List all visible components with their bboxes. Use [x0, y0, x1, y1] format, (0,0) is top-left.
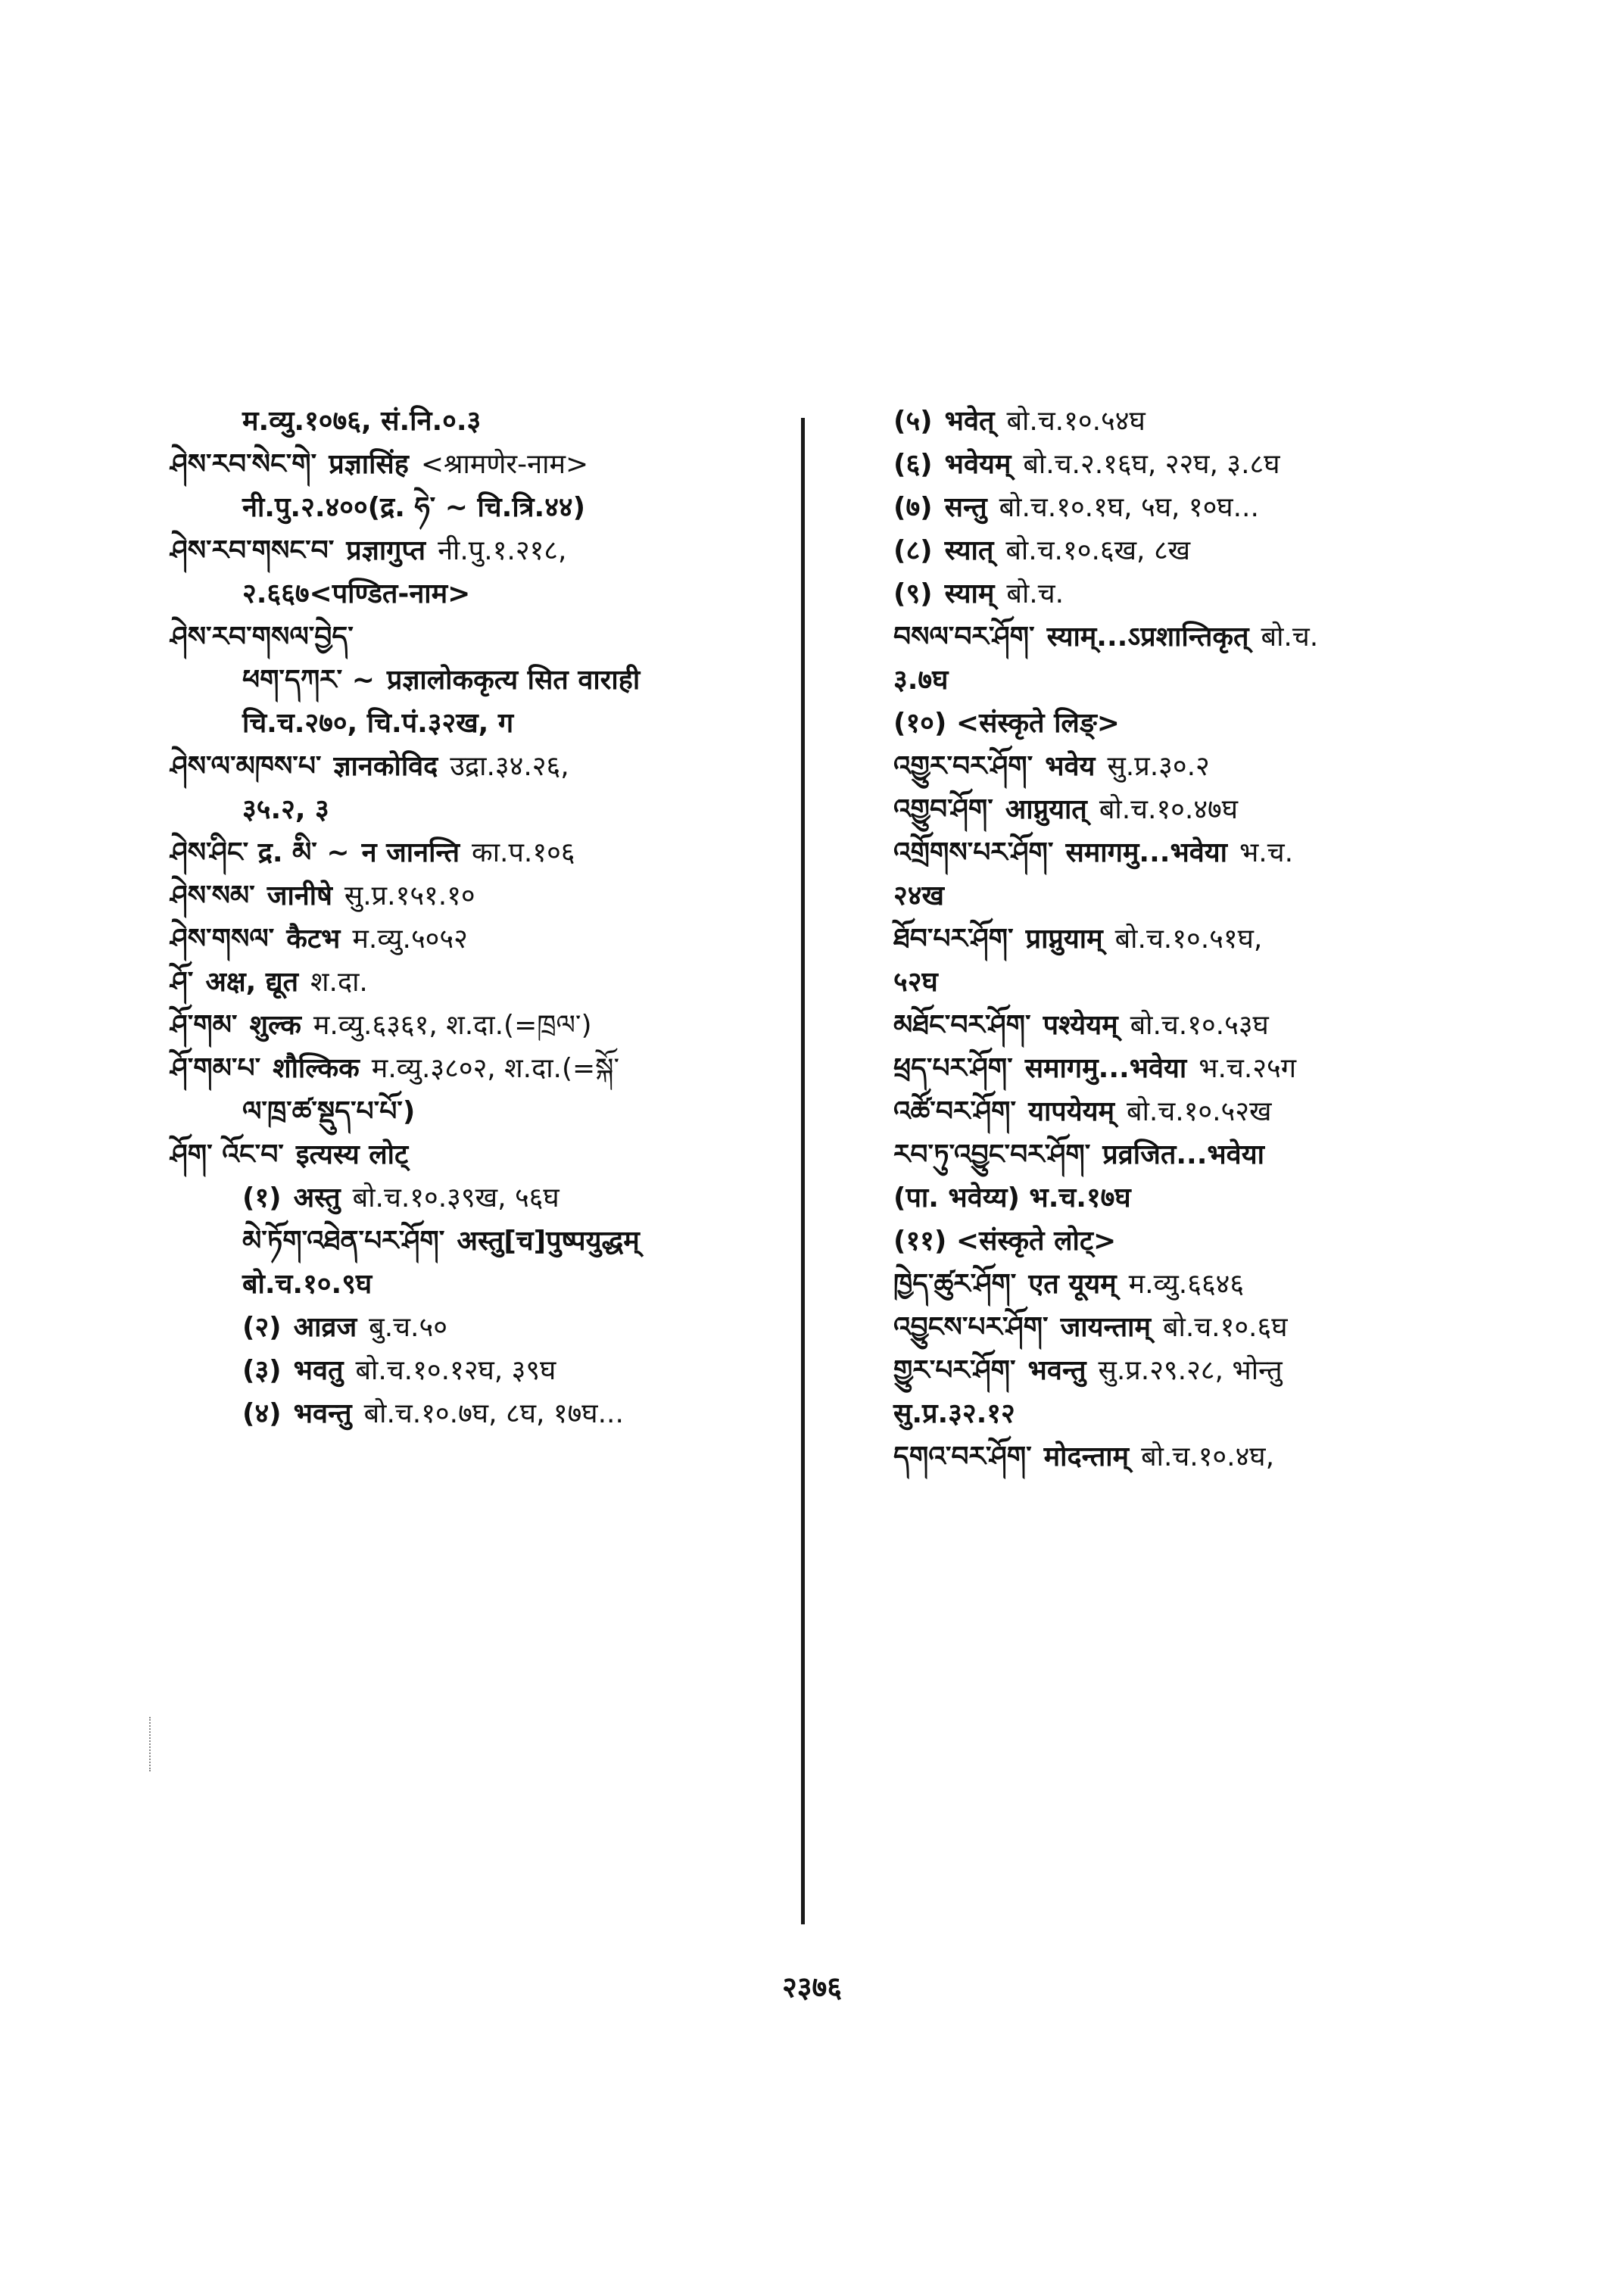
dictionary-line: [893, 745, 1514, 788]
source-reference: बो.च.: [1261, 622, 1319, 653]
entry-text: (९): [893, 578, 933, 609]
sanskrit-equivalent: पश्येयम्: [1043, 1010, 1118, 1041]
entry-text: (पा. भवेय्य) भ.च.१७घ: [893, 1182, 1131, 1213]
dictionary-line: [893, 1220, 1514, 1263]
entry-text: (८): [893, 535, 933, 566]
dictionary-line: [893, 615, 1514, 659]
entry-text: (४): [242, 1398, 282, 1429]
dictionary-line: [893, 1263, 1514, 1306]
sanskrit-equivalent: समागमु...भवेया: [1024, 1053, 1187, 1084]
entry-text: ३५.२, ३: [242, 794, 329, 825]
dictionary-line: [170, 1133, 791, 1176]
dictionary-line: [170, 615, 791, 659]
entry-text: ५२घ: [893, 967, 938, 998]
source-reference: बो.च.१०.६ख, ८ख: [1005, 535, 1191, 566]
sanskrit-equivalent: प्रज्ञालोककृत्य सित वाराही: [386, 665, 641, 696]
entry-text: ཤོ་: [170, 967, 194, 998]
source-reference: सु.प्र.३०.२: [1107, 751, 1210, 782]
source-reference: <श्रामणेर-नाम>: [420, 449, 589, 480]
entry-text: དགའ་བར་ཤོག་: [893, 1441, 1032, 1472]
dictionary-line: [893, 961, 1514, 1004]
entry-text: (३): [242, 1355, 282, 1386]
source-reference: बो.च.: [1006, 578, 1064, 609]
entry-text: ཤེས་རབ་གསང་བ་: [170, 535, 335, 566]
source-reference: सु.प्र.१५१.१०: [344, 880, 475, 911]
entry-text: म.व्यु.१०७६, सं.नि.०.३: [242, 406, 482, 437]
entry-text: ཕག་དཀར་ ~: [242, 665, 375, 696]
source-reference: बो.च.१०.६घ: [1162, 1312, 1288, 1343]
entry-text: ཤེས་རབ་གསལ་བྱེད་: [170, 622, 354, 653]
dictionary-line: [893, 874, 1514, 918]
dictionary-line: [893, 1392, 1514, 1435]
entry-text: (२): [242, 1312, 282, 1343]
dictionary-line: [893, 529, 1514, 572]
page-number: २३७६: [781, 1971, 843, 2004]
sanskrit-equivalent: शुल्क: [249, 1010, 301, 1041]
entry-text: མཐོང་བར་ཤོག་: [893, 1010, 1031, 1041]
entry-text: འབྱུངས་པར་ཤོག་: [893, 1312, 1049, 1343]
source-reference: बो.च.१०.५२ख: [1127, 1096, 1272, 1127]
dictionary-line: [170, 831, 791, 874]
entry-text: འགྲོགས་པར་ཤོག་: [893, 837, 1054, 868]
source-reference: नी.पु.१.२१८,: [438, 535, 567, 566]
sanskrit-equivalent: अस्तु: [293, 1182, 341, 1213]
dictionary-line: [170, 572, 791, 615]
dictionary-line: [893, 572, 1514, 615]
sanskrit-equivalent: जानीषे: [267, 880, 332, 911]
dictionary-line: [170, 1176, 791, 1220]
dictionary-line: [893, 1435, 1514, 1478]
dictionary-line: [170, 1263, 791, 1306]
entry-text: २४ख: [893, 880, 944, 911]
entry-text: ཤེས་རབ་སེང་གེ་: [170, 449, 317, 480]
dictionary-line: [893, 1306, 1514, 1349]
entry-text: ལ་ཁྲ་ཚ་སྡུད་པ་པོ་): [242, 1096, 416, 1127]
sanskrit-equivalent: कैटभ: [286, 924, 341, 955]
entry-text: ३.७घ: [893, 665, 949, 696]
margin-mark: [149, 1717, 152, 1771]
sanskrit-equivalent: अक्ष, द्यूत: [205, 967, 299, 998]
dictionary-line: [893, 400, 1514, 443]
sanskrit-equivalent: जायन्ताम्: [1060, 1312, 1151, 1343]
source-reference: बो.च.१०.५१घ,: [1114, 924, 1263, 955]
entry-text: चि.च.२७०, चि.पं.३२ख, ग: [242, 708, 514, 739]
entry-text: འགྱུར་བར་ཤོག་: [893, 751, 1033, 782]
source-reference: श.दा.: [310, 967, 368, 998]
source-reference: म.व्यु.३८०२, श.दा.(=སྐོ་: [371, 1053, 620, 1084]
source-reference: बो.च.१०.५४घ: [1006, 406, 1146, 437]
sanskrit-equivalent: समागमु...भवेया: [1065, 837, 1227, 868]
entry-text: ཤོ་གམ་པ་: [170, 1053, 261, 1084]
entry-text: नी.पु.२.४००(द्र. ཧེ་ ~ चि.त्रि.४४): [242, 492, 586, 523]
sanskrit-equivalent: भवेय: [1045, 751, 1096, 782]
dictionary-line: [893, 1090, 1514, 1133]
dictionary-line: [170, 918, 791, 961]
source-reference: का.प.१०६: [472, 837, 575, 868]
dictionary-line: [170, 702, 791, 745]
source-reference: बो.च.१०.१२घ, ३९घ: [355, 1355, 556, 1386]
source-reference: बो.च.१०.१घ, ५घ, १०घ...: [999, 492, 1259, 523]
source-reference: उद्रा.३४.२६,: [450, 751, 569, 782]
source-reference: भ.च.: [1239, 837, 1294, 868]
dictionary-line: [893, 1133, 1514, 1176]
entry-text: ཤེས་ལ་མཁས་པ་: [170, 751, 322, 782]
sanskrit-equivalent: प्राप्नुयाम्: [1025, 924, 1103, 955]
source-reference: बो.च.२.१६घ, २२घ, ३.८घ: [1023, 449, 1280, 480]
sanskrit-equivalent: मोदन्ताम्: [1043, 1441, 1130, 1472]
source-reference: बो.च.१०.३९ख, ५६घ: [352, 1182, 560, 1213]
entry-text: གྱུར་པར་ཤོག་: [893, 1355, 1016, 1386]
entry-text: बो.च.१०.९घ: [242, 1269, 372, 1300]
dictionary-line: [893, 1176, 1514, 1220]
left-column: [170, 400, 791, 1435]
sanskrit-equivalent: इत्यस्य लोट्: [295, 1139, 409, 1170]
dictionary-line: [170, 1047, 791, 1090]
entry-text: ཤོག་ འོང་བ་: [170, 1139, 284, 1170]
entry-text: (१०) <संस्कृते लिङ्>: [893, 708, 1120, 739]
sanskrit-equivalent: एत यूयम्: [1028, 1269, 1117, 1300]
dictionary-line: [893, 443, 1514, 486]
source-reference: बो.च.१०.५३घ: [1130, 1010, 1269, 1041]
entry-text: (७): [893, 492, 933, 523]
entry-text: (६): [893, 449, 933, 480]
dictionary-line: [170, 659, 791, 702]
dictionary-line: [170, 874, 791, 918]
entry-text: རབ་ཏུ་འབྱུང་བར་ཤོག་: [893, 1139, 1091, 1170]
source-reference: बो.च.१०.४७घ: [1099, 794, 1239, 825]
entry-text: འཚོ་བར་ཤོག་: [893, 1096, 1017, 1127]
sanskrit-equivalent: आप्नुयात्: [1005, 794, 1087, 825]
dictionary-line: [170, 1392, 791, 1435]
entry-text: २.६६७<पण्डित-नाम>: [242, 578, 471, 609]
sanskrit-equivalent: ज्ञानकोविद: [333, 751, 438, 782]
dictionary-line: [170, 1306, 791, 1349]
source-reference: बो.च.१०.४घ,: [1141, 1441, 1275, 1472]
sanskrit-equivalent: स्याम्...ऽप्रशान्तिकृत्: [1046, 622, 1249, 653]
entry-text: ཤེས་གསལ་: [170, 924, 275, 955]
dictionary-line: [893, 486, 1514, 529]
entry-text: མེ་ཏོག་འཐེན་པར་ཤོག་: [242, 1226, 445, 1257]
dictionary-line: [893, 1047, 1514, 1090]
entry-text: ཕྲད་པར་ཤོག་: [893, 1053, 1013, 1084]
entry-text: (१): [242, 1182, 282, 1213]
dictionary-line: [170, 529, 791, 572]
entry-text: ཁྱེད་ཚུར་ཤོག་: [893, 1269, 1017, 1300]
dictionary-line: [893, 659, 1514, 702]
dictionary-line: [170, 486, 791, 529]
entry-text: བསལ་བར་ཤོག་: [893, 622, 1035, 653]
sanskrit-equivalent: प्रज्ञासिंह: [329, 449, 409, 480]
sanskrit-equivalent: अस्तु[च]पुष्पयुद्धम्: [457, 1226, 640, 1257]
source-reference: म.व्यु.६३६१, श.दा.(=ཁྲལ་): [313, 1010, 592, 1041]
dictionary-line: [893, 918, 1514, 961]
sanskrit-equivalent: प्रव्रजित...भवेया: [1102, 1139, 1264, 1170]
dictionary-line: [170, 1220, 791, 1263]
dictionary-line: [170, 1004, 791, 1047]
column-divider: [801, 418, 805, 1924]
dictionary-line: [893, 1349, 1514, 1392]
sanskrit-equivalent: यापयेयम्: [1028, 1096, 1115, 1127]
source-reference: भ.च.२५ग: [1199, 1053, 1296, 1084]
dictionary-line: [170, 788, 791, 831]
sanskrit-equivalent: शौल्किक: [273, 1053, 360, 1084]
entry-text: ཤོ་གམ་: [170, 1010, 238, 1041]
dictionary-line: [893, 788, 1514, 831]
dictionary-line: [170, 1349, 791, 1392]
entry-text: (५): [893, 406, 933, 437]
sanskrit-equivalent: आव्रज: [293, 1312, 357, 1343]
dictionary-line: [170, 961, 791, 1004]
sanskrit-equivalent: भवेयम्: [944, 449, 1011, 480]
entry-text: सु.प्र.३२.१२: [893, 1398, 1015, 1429]
sanskrit-equivalent: स्यात्: [944, 535, 994, 566]
dictionary-line: [170, 1090, 791, 1133]
sanskrit-equivalent: न जानन्ति: [361, 837, 460, 868]
right-column: [893, 400, 1514, 1478]
entry-text: འགྱུབ་ཤོག་: [893, 794, 993, 825]
entry-text: (११) <संस्कृते लोट्>: [893, 1226, 1117, 1257]
dictionary-line: [170, 443, 791, 486]
source-reference: म.व्यु.५०५२: [352, 924, 468, 955]
entry-text: ཤེས་ཤིང་ द्र. མི་ ~: [170, 837, 350, 868]
sanskrit-equivalent: भवतु: [293, 1355, 344, 1386]
source-reference: सु.प्र.२९.२८, भोन्तु: [1098, 1355, 1283, 1386]
dictionary-line: [893, 1004, 1514, 1047]
entry-text: ཤེས་སམ་: [170, 880, 255, 911]
sanskrit-equivalent: सन्तु: [944, 492, 987, 523]
source-reference: बु.च.५०: [369, 1312, 447, 1343]
sanskrit-equivalent: भवन्तु: [1027, 1355, 1086, 1386]
dictionary-line: [893, 831, 1514, 874]
dictionary-line: [170, 400, 791, 443]
sanskrit-equivalent: भवन्तु: [293, 1398, 352, 1429]
sanskrit-equivalent: भवेत्: [944, 406, 995, 437]
sanskrit-equivalent: स्याम्: [944, 578, 995, 609]
source-reference: म.व्यु.६६४६: [1128, 1269, 1245, 1300]
dictionary-line: [893, 702, 1514, 745]
entry-text: ཐོབ་པར་ཤོག་: [893, 924, 1014, 955]
sanskrit-equivalent: प्रज्ञागुप्त: [346, 535, 426, 566]
source-reference: बो.च.१०.७घ, ८घ, १७घ...: [363, 1398, 624, 1429]
dictionary-line: [170, 745, 791, 788]
